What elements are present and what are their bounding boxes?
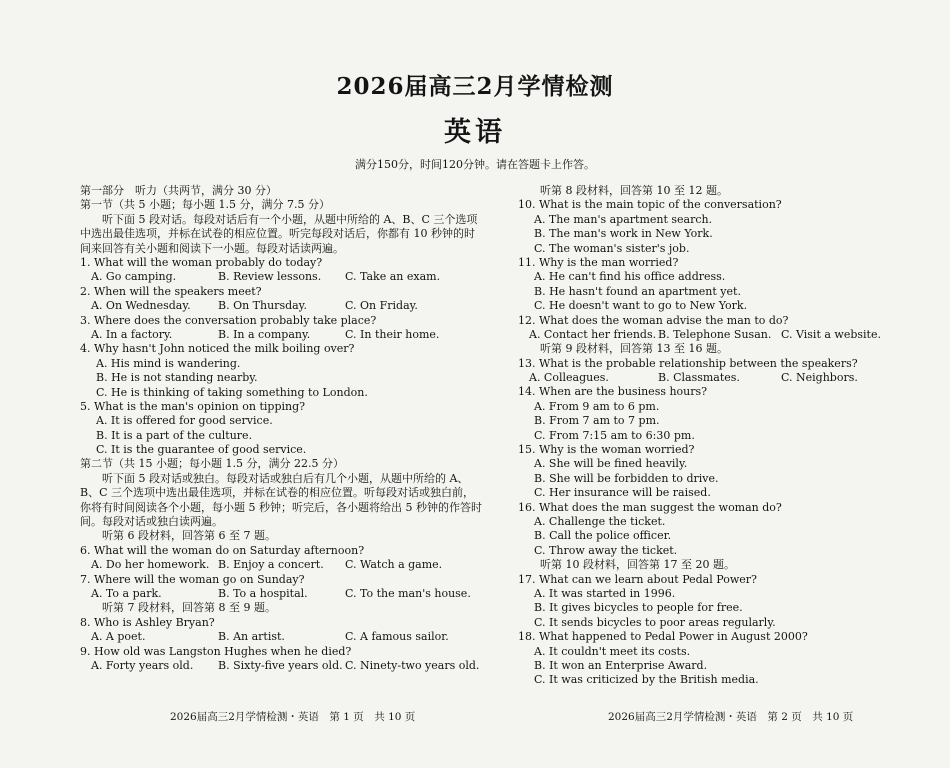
option-b[interactable]: B. On Thursday. xyxy=(218,299,307,313)
option-row xyxy=(80,659,480,673)
material-heading: 听第 7 段材料，回答第 8 至 9 题。 xyxy=(102,601,276,615)
section-heading: 第二节（共 15 小题；每小题 1.5 分，满分 22.5 分） xyxy=(80,457,344,471)
option-a[interactable]: A. The man's apartment search. xyxy=(534,212,713,226)
left-column xyxy=(80,184,480,673)
material-heading: 听第 8 段材料，回答第 10 至 12 题。 xyxy=(540,184,728,197)
option-b[interactable]: B. Classmates. xyxy=(658,371,740,385)
instruction-line: 间。每段对话或独白读两遍。 xyxy=(80,515,223,529)
option-row xyxy=(518,327,881,342)
option-c[interactable]: C. Visit a website. xyxy=(781,327,881,341)
option-a[interactable]: A. In a factory. xyxy=(91,327,173,341)
option-c[interactable]: C. Her insurance will be raised. xyxy=(534,486,711,500)
material-heading: 听第 10 段材料，回答第 17 至 20 题。 xyxy=(540,558,735,572)
option-a[interactable]: A. He can't find his office address. xyxy=(534,270,726,284)
instruction-line: 中选出最佳选项，并标在试卷的相应位置。听完每段对话后，你都有 10 秒钟的时 xyxy=(80,227,475,241)
question-stem: 9. How old was Langston Hughes when he died? xyxy=(80,644,352,658)
option-row xyxy=(80,299,480,313)
option-c[interactable]: C. Neighbors. xyxy=(781,371,858,385)
instruction-line: B、C 三个选项中选出最佳选项，并标在试卷的相应位置。听每段对话或独白前， xyxy=(80,486,474,500)
option-c[interactable]: C. From 7:15 am to 6:30 pm. xyxy=(534,428,695,442)
page-footer-right: 2026届高三2月学情检测・英语 第 2 页 共 10 页 xyxy=(608,711,854,723)
question-stem: 1. What will the woman probably do today? xyxy=(80,256,323,269)
question-stem: 11. Why is the man worried? xyxy=(518,255,679,269)
option-row xyxy=(80,328,480,342)
option-a[interactable]: A. His mind is wandering. xyxy=(96,356,241,370)
option-b[interactable]: B. He hasn't found an apartment yet. xyxy=(534,284,741,298)
part-heading: 第一部分 听力（共两节，满分 30 分） xyxy=(80,184,277,197)
option-b[interactable]: B. To a hospital. xyxy=(218,587,308,601)
option-c[interactable]: C. Throw away the ticket. xyxy=(534,543,678,557)
question-stem: 13. What is the probable relationship between the speakers? xyxy=(518,356,858,370)
option-b[interactable]: B. Call the police officer. xyxy=(534,529,672,543)
material-heading: 听第 9 段材料，回答第 13 至 16 题。 xyxy=(540,342,728,356)
option-c[interactable]: C. It is the guarantee of good service. xyxy=(96,443,307,457)
question-stem: 12. What does the woman advise the man to do? xyxy=(518,313,789,327)
exam-subject: 英语 xyxy=(444,117,506,148)
option-row xyxy=(80,630,480,644)
option-a[interactable]: A. From 9 am to 6 pm. xyxy=(534,399,660,413)
option-b[interactable]: B. The man's work in New York. xyxy=(534,227,713,241)
question-stem: 16. What does the man suggest the woman do? xyxy=(518,500,782,514)
option-a[interactable]: A. It couldn't meet its costs. xyxy=(534,644,691,658)
exam-title: 2026届高三2月学情检测 xyxy=(336,73,614,100)
option-b[interactable]: B. Sixty-five years old. xyxy=(218,659,343,672)
option-c[interactable]: C. In their home. xyxy=(345,327,440,341)
right-column xyxy=(518,184,881,688)
instruction-line: 听下面 5 段对话。每段对话后有一个小题，从题中所给的 A、B、C 三个选项 xyxy=(102,212,478,226)
material-heading: 听第 6 段材料，回答第 6 至 7 题。 xyxy=(102,529,276,543)
option-a[interactable]: A. Challenge the ticket. xyxy=(534,514,666,528)
question-stem: 4. Why hasn't John noticed the milk boiling over? xyxy=(80,342,355,356)
question-stem: 3. Where does the conversation probably take place? xyxy=(80,313,377,327)
option-c[interactable]: C. Take an exam. xyxy=(345,270,441,284)
question-stem: 17. What can we learn about Pedal Power? xyxy=(518,572,757,586)
option-c[interactable]: C. On Friday. xyxy=(345,299,418,313)
option-b[interactable]: B. It is a part of the culture. xyxy=(96,428,253,442)
option-b[interactable]: B. It gives bicycles to people for free. xyxy=(534,601,743,615)
option-b[interactable]: B. From 7 am to 7 pm. xyxy=(534,414,660,428)
option-row xyxy=(518,371,878,385)
option-a[interactable]: A. Go camping. xyxy=(91,270,177,284)
section-heading: 第一节（共 5 小题；每小题 1.5 分，满分 7.5 分） xyxy=(80,198,330,212)
question-stem: 15. Why is the woman worried? xyxy=(518,443,695,457)
instruction-line: 间来回答有关小题和阅读下一小题。每段对话读两遍。 xyxy=(80,241,344,255)
option-c[interactable]: C. The woman's sister's job. xyxy=(534,241,690,255)
question-stem: 7. Where will the woman go on Sunday? xyxy=(80,572,305,586)
option-a[interactable]: A. Contact her friends. xyxy=(529,327,657,341)
option-c[interactable]: C. A famous sailor. xyxy=(345,630,449,644)
option-c[interactable]: C. It was criticized by the British media. xyxy=(534,673,759,687)
question-stem: 2. When will the speakers meet? xyxy=(80,284,262,298)
option-b[interactable]: B. He is not standing nearby. xyxy=(96,371,258,385)
question-stem: 18. What happened to Pedal Power in August 2000? xyxy=(518,630,808,644)
question-stem: 8. Who is Ashley Bryan? xyxy=(80,615,215,629)
option-a[interactable]: A. It was started in 1996. xyxy=(534,586,676,600)
option-b[interactable]: B. Review lessons. xyxy=(218,270,322,284)
option-a[interactable]: A. A poet. xyxy=(91,630,146,644)
option-b[interactable]: B. An artist. xyxy=(218,630,285,644)
option-a[interactable]: A. To a park. xyxy=(91,587,162,601)
question-stem: 5. What is the man's opinion on tipping? xyxy=(80,399,306,413)
option-row xyxy=(80,270,480,284)
option-c[interactable]: C. Ninety-two years old. xyxy=(345,659,480,672)
option-a[interactable]: A. It is offered for good service. xyxy=(96,414,273,428)
option-a[interactable]: A. She will be fined heavily. xyxy=(534,457,688,471)
option-b[interactable]: B. She will be forbidden to drive. xyxy=(534,471,719,485)
option-b[interactable]: B. Telephone Susan. xyxy=(658,327,772,341)
option-a[interactable]: A. Colleagues. xyxy=(529,371,609,385)
instruction-line: 听下面 5 段对话或独白。每段对话或独白后有几个小题，从题中所给的 A、 xyxy=(102,471,469,485)
instruction-line: 你将有时间阅读各个小题，每小题 5 秒钟；听完后，各小题将给出 5 秒钟的作答时 xyxy=(80,500,482,514)
option-c[interactable]: C. To the man's house. xyxy=(345,587,471,601)
option-a[interactable]: A. On Wednesday. xyxy=(91,299,191,313)
option-c[interactable]: C. He is thinking of taking something to London. xyxy=(96,385,368,399)
option-c[interactable]: C. It sends bicycles to poor areas regularly. xyxy=(534,615,776,629)
option-a[interactable]: A. Do her homework. xyxy=(91,558,210,572)
option-b[interactable]: B. Enjoy a concert. xyxy=(218,558,324,572)
option-b[interactable]: B. It won an Enterprise Award. xyxy=(534,658,708,672)
page-footer-left: 2026届高三2月学情检测・英语 第 1 页 共 10 页 xyxy=(170,711,416,723)
exam-note: 满分150分，时间120分钟。请在答题卡上作答。 xyxy=(355,158,595,171)
option-a[interactable]: A. Forty years old. xyxy=(91,659,194,672)
question-stem: 6. What will the woman do on Saturday afternoon? xyxy=(80,543,365,557)
question-stem: 14. When are the business hours? xyxy=(518,385,708,399)
question-stem: 10. What is the main topic of the conversation? xyxy=(518,198,782,212)
option-row xyxy=(80,587,480,601)
option-b[interactable]: B. In a company. xyxy=(218,327,311,341)
option-c[interactable]: C. Watch a game. xyxy=(345,558,443,572)
option-c[interactable]: C. He doesn't want to go to New York. xyxy=(534,299,748,313)
option-row xyxy=(80,558,480,572)
